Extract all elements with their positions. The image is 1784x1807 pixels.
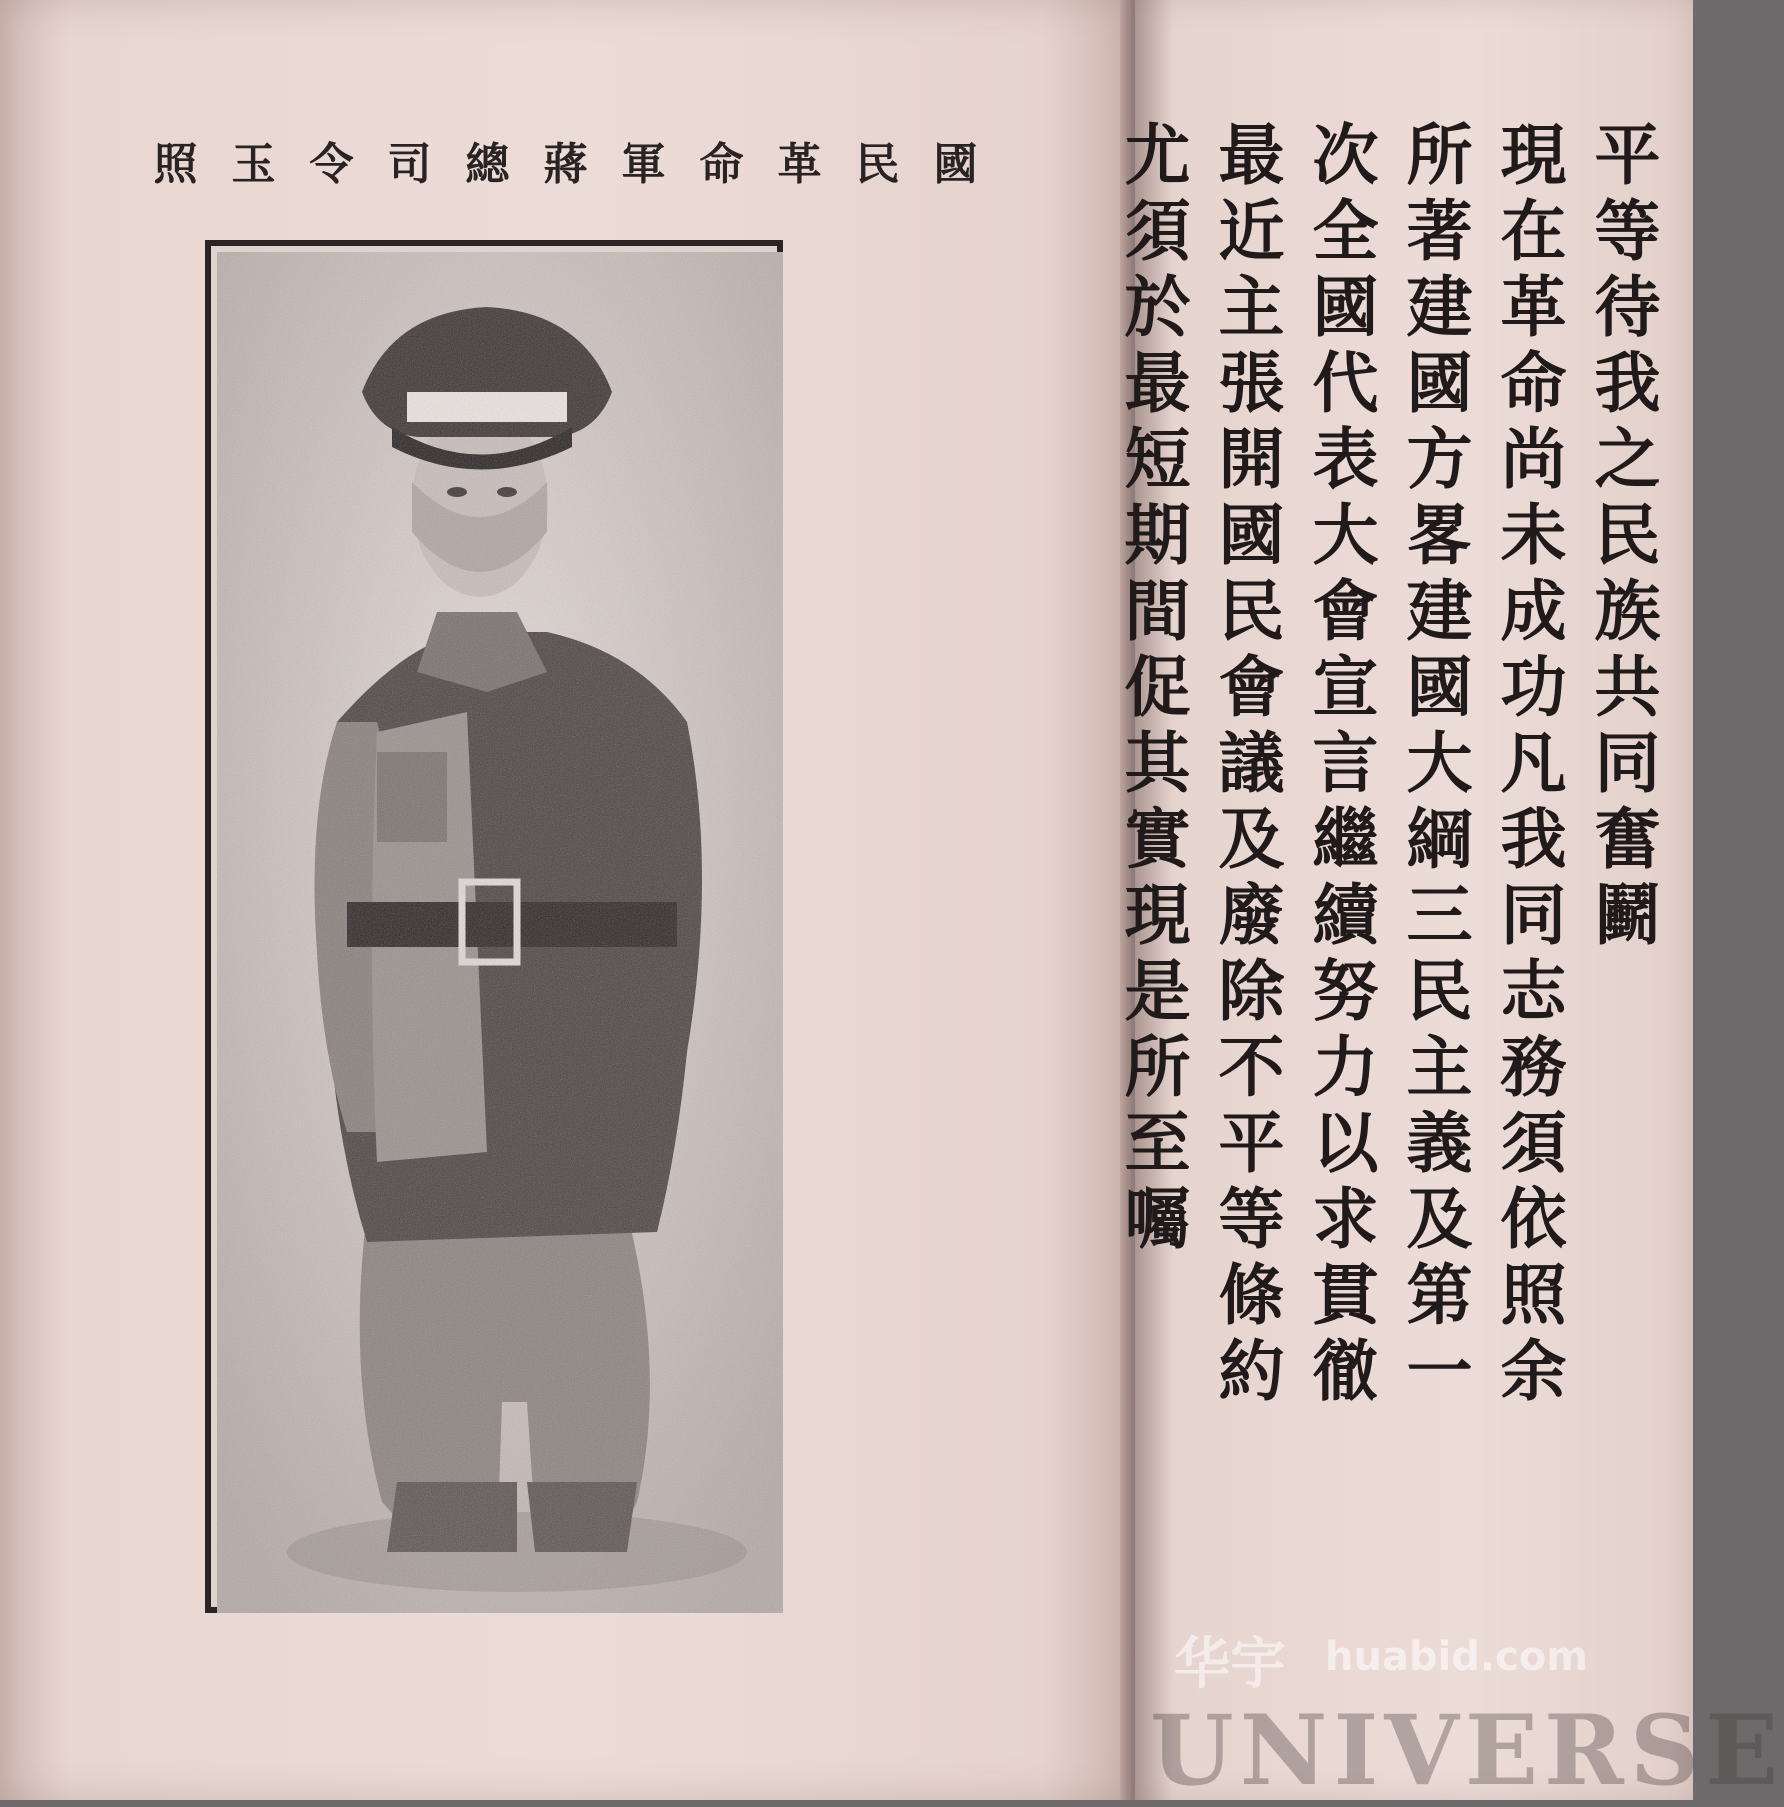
watermark-chinese: 华宇 [1174, 1632, 1286, 1697]
watermark [1150, 1620, 1784, 1807]
testament-text [1113, 120, 1670, 1540]
portrait-figure-image [217, 252, 783, 1613]
text-column-6: 尤須於最短期間促其實現是所至囑 [1113, 120, 1191, 1260]
text-column-5: 最近主張開國民會議及廢除不平等條約 [1207, 120, 1285, 1412]
photo-caption [0, 128, 1135, 192]
text-column-1: 平等待我之民族共同奮鬬 [1583, 120, 1661, 956]
watermark-url: huabid.com [1325, 1634, 1588, 1680]
text-column-2: 現在革命尚未成功凡我同志務須依照余 [1489, 120, 1567, 1412]
caption-text: 國民革命軍蔣總司令玉照 [153, 139, 1012, 190]
watermark-brand: UNIVERSE [1150, 1694, 1784, 1807]
portrait-photo [205, 240, 783, 1613]
text-column-3: 所著建國方畧建國大綱三民主義及第一 [1395, 120, 1473, 1412]
text-column-4: 次全國代表大會宣言繼續努力以求貫徹 [1301, 120, 1379, 1412]
